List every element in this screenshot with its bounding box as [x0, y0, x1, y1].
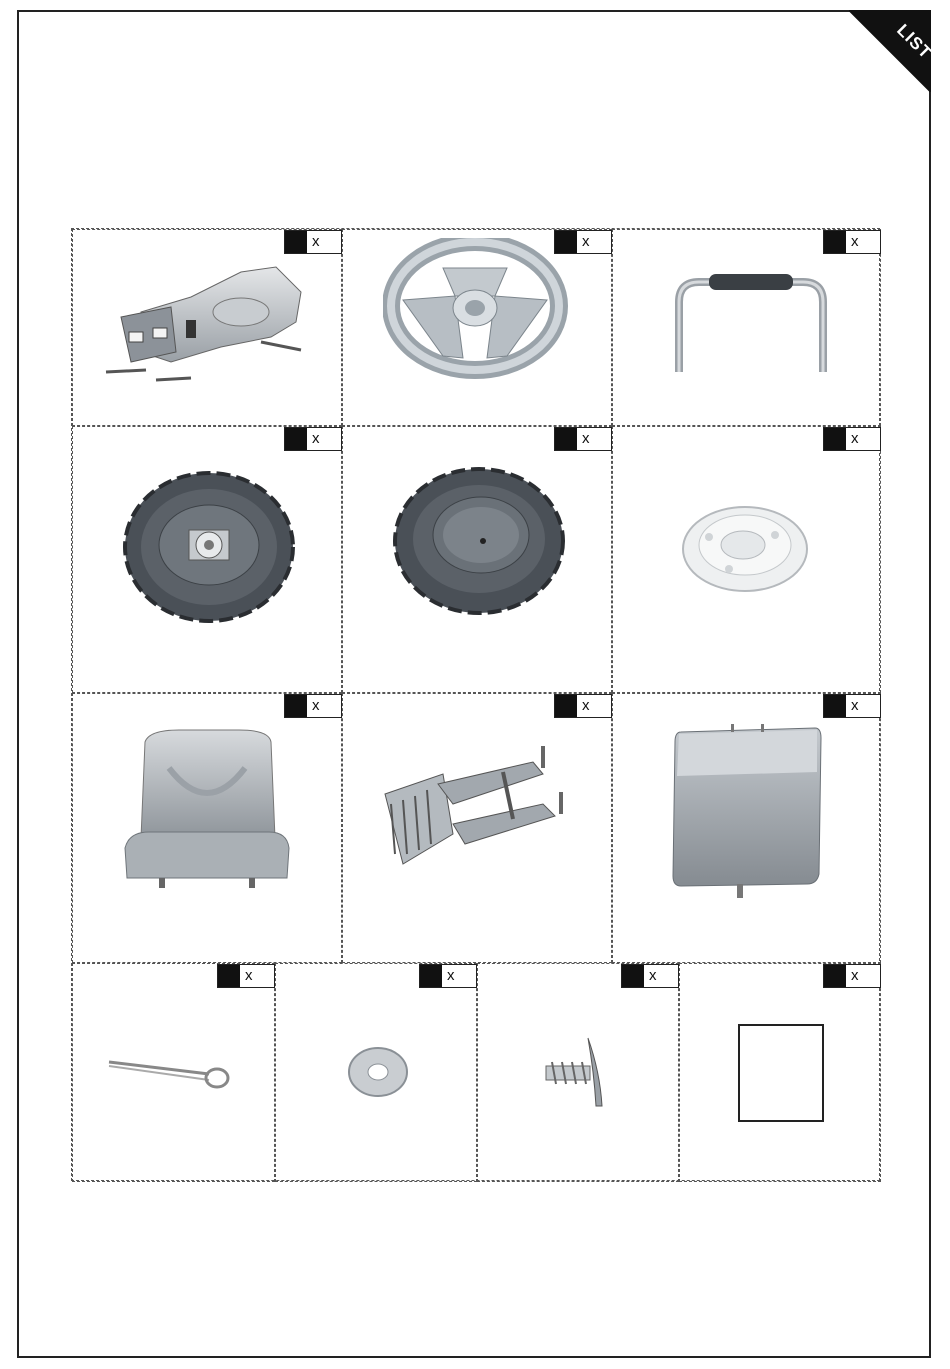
quantity-suffix: x [582, 697, 590, 714]
quantity-suffix: x [312, 233, 320, 250]
quantity-box [284, 230, 342, 254]
quantity-suffix: x [851, 233, 859, 250]
part-cell-push-pin [477, 963, 679, 1182]
quantity-suffix: x [649, 967, 657, 984]
quantity-blank [555, 428, 577, 450]
part-cell-body [72, 229, 342, 426]
battery-cover-icon [669, 724, 824, 904]
quantity-suffix: x [312, 430, 320, 447]
quantity-box [217, 964, 275, 988]
quantity-suffix: x [447, 967, 455, 984]
part-cell-wheel-plain [342, 426, 612, 693]
part-cell-steering-wheel [342, 229, 612, 426]
quantity-box [284, 694, 342, 718]
cotter-pin-icon [107, 1056, 232, 1096]
quantity-box [284, 427, 342, 451]
quantity-box [554, 427, 612, 451]
quantity-blank [824, 428, 846, 450]
front-loader-icon [383, 744, 573, 879]
quantity-blank [420, 965, 442, 987]
quantity-blank [824, 965, 846, 987]
quantity-blank [285, 231, 307, 253]
quantity-box [823, 964, 881, 988]
tractor-body-icon [101, 252, 311, 392]
washer-icon [347, 1046, 409, 1098]
steering-wheel-icon [383, 238, 568, 423]
quantity-box [621, 964, 679, 988]
quantity-box [823, 230, 881, 254]
quantity-suffix: x [582, 233, 590, 250]
list-label: LIST [893, 20, 936, 63]
wheel-icon [391, 463, 566, 618]
handle-bar-icon [671, 272, 831, 377]
part-cell-handle-bar [612, 229, 881, 426]
push-pin-icon [542, 1036, 608, 1108]
part-cell-cotter-pin [72, 963, 275, 1182]
quantity-suffix: x [245, 967, 253, 984]
part-cell-seat [72, 693, 342, 963]
quantity-box [554, 694, 612, 718]
quantity-blank [824, 695, 846, 717]
quantity-blank [285, 695, 307, 717]
part-cell-label-sheet [679, 963, 881, 1182]
quantity-blank [622, 965, 644, 987]
hub-cap-icon [679, 497, 814, 597]
quantity-suffix: x [582, 430, 590, 447]
part-cell-hub-cap [612, 426, 881, 693]
quantity-suffix: x [851, 430, 859, 447]
quantity-blank [555, 695, 577, 717]
quantity-suffix: x [851, 697, 859, 714]
quantity-suffix: x [851, 967, 859, 984]
seat-icon [119, 728, 294, 898]
part-cell-battery-cover [612, 693, 881, 963]
blank-sheet-icon [738, 1024, 824, 1122]
quantity-suffix: x [312, 697, 320, 714]
parts-grid [71, 228, 880, 1181]
quantity-blank [824, 231, 846, 253]
quantity-box [419, 964, 477, 988]
quantity-box [823, 694, 881, 718]
part-cell-washer [275, 963, 477, 1182]
drive-wheel-icon [121, 465, 296, 625]
quantity-blank [285, 428, 307, 450]
part-cell-wheel-drive [72, 426, 342, 693]
part-cell-front-loader [342, 693, 612, 963]
quantity-blank [218, 965, 240, 987]
quantity-box [823, 427, 881, 451]
